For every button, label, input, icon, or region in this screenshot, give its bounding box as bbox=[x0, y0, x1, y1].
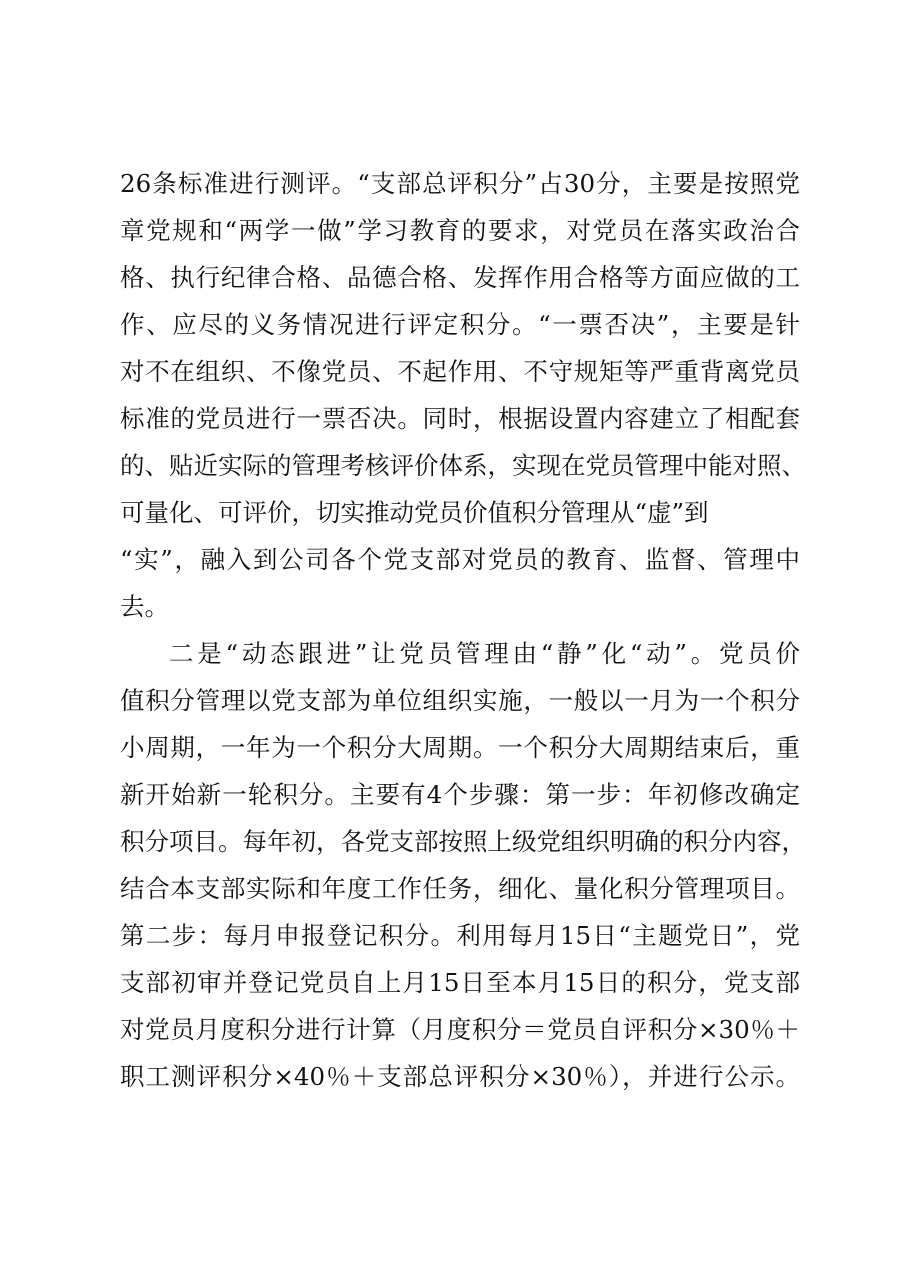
text-line: 结合本支部实际和年度工作任务，细化、量化积分管理项目。 bbox=[120, 874, 800, 903]
text-line: 去。 bbox=[120, 592, 169, 621]
text-line: 对不在组织、不像党员、不起作用、不守规矩等严重背离党员 bbox=[120, 357, 800, 386]
text-line: 积分项目。每年初，各党支部按照上级党组织明确的积分内容， bbox=[120, 827, 806, 856]
text-line: 26条标准进行测评。“支部总评积分”占30分，主要是按照党 bbox=[120, 169, 800, 198]
text-line: 对党员月度积分进行计算（月度积分＝党员自评积分×30％＋ bbox=[120, 1015, 800, 1044]
text-line: 新开始新一轮积分。主要有4个步骤：第一步：年初修改确定 bbox=[120, 780, 800, 809]
text-line: 格、执行纪律合格、品德合格、发挥作用合格等方面应做的工 bbox=[120, 263, 800, 292]
text-line: “实”，融入到公司各个党支部对党员的教育、监督、管理中 bbox=[120, 545, 800, 574]
text-line: 章党规和“两学一做”学习教育的要求，对党员在落实政治合 bbox=[120, 216, 800, 245]
body-text bbox=[120, 160, 806, 1100]
text-line: 标准的党员进行一票否决。同时，根据设置内容建立了相配套 bbox=[120, 404, 800, 433]
text-line: 作、应尽的义务情况进行评定积分。“一票否决”，主要是针 bbox=[120, 310, 800, 339]
text-line: 小周期，一年为一个积分大周期。一个积分大周期结束后，重 bbox=[120, 733, 800, 762]
text-line: 可量化、可评价，切实推动党员价值积分管理从“虚”到 bbox=[120, 498, 709, 527]
text-line: 支部初审并登记党员自上月15日至本月15日的积分，党支部 bbox=[120, 968, 800, 997]
text-line: 第二步：每月申报登记积分。利用每月15日“主题党日”，党 bbox=[120, 921, 800, 950]
text-line: 职工测评积分×40％＋支部总评积分×30％），并进行公示。 bbox=[120, 1062, 800, 1091]
paragraph-first-line: 二是“动态跟进”让党员管理由“静”化“动”。党员价 bbox=[169, 639, 800, 668]
text-line: 值积分管理以党支部为单位组织实施，一般以一月为一个积分 bbox=[120, 686, 800, 715]
text-line: 的、贴近实际的管理考核评价体系，实现在党员管理中能对照、 bbox=[120, 451, 806, 480]
